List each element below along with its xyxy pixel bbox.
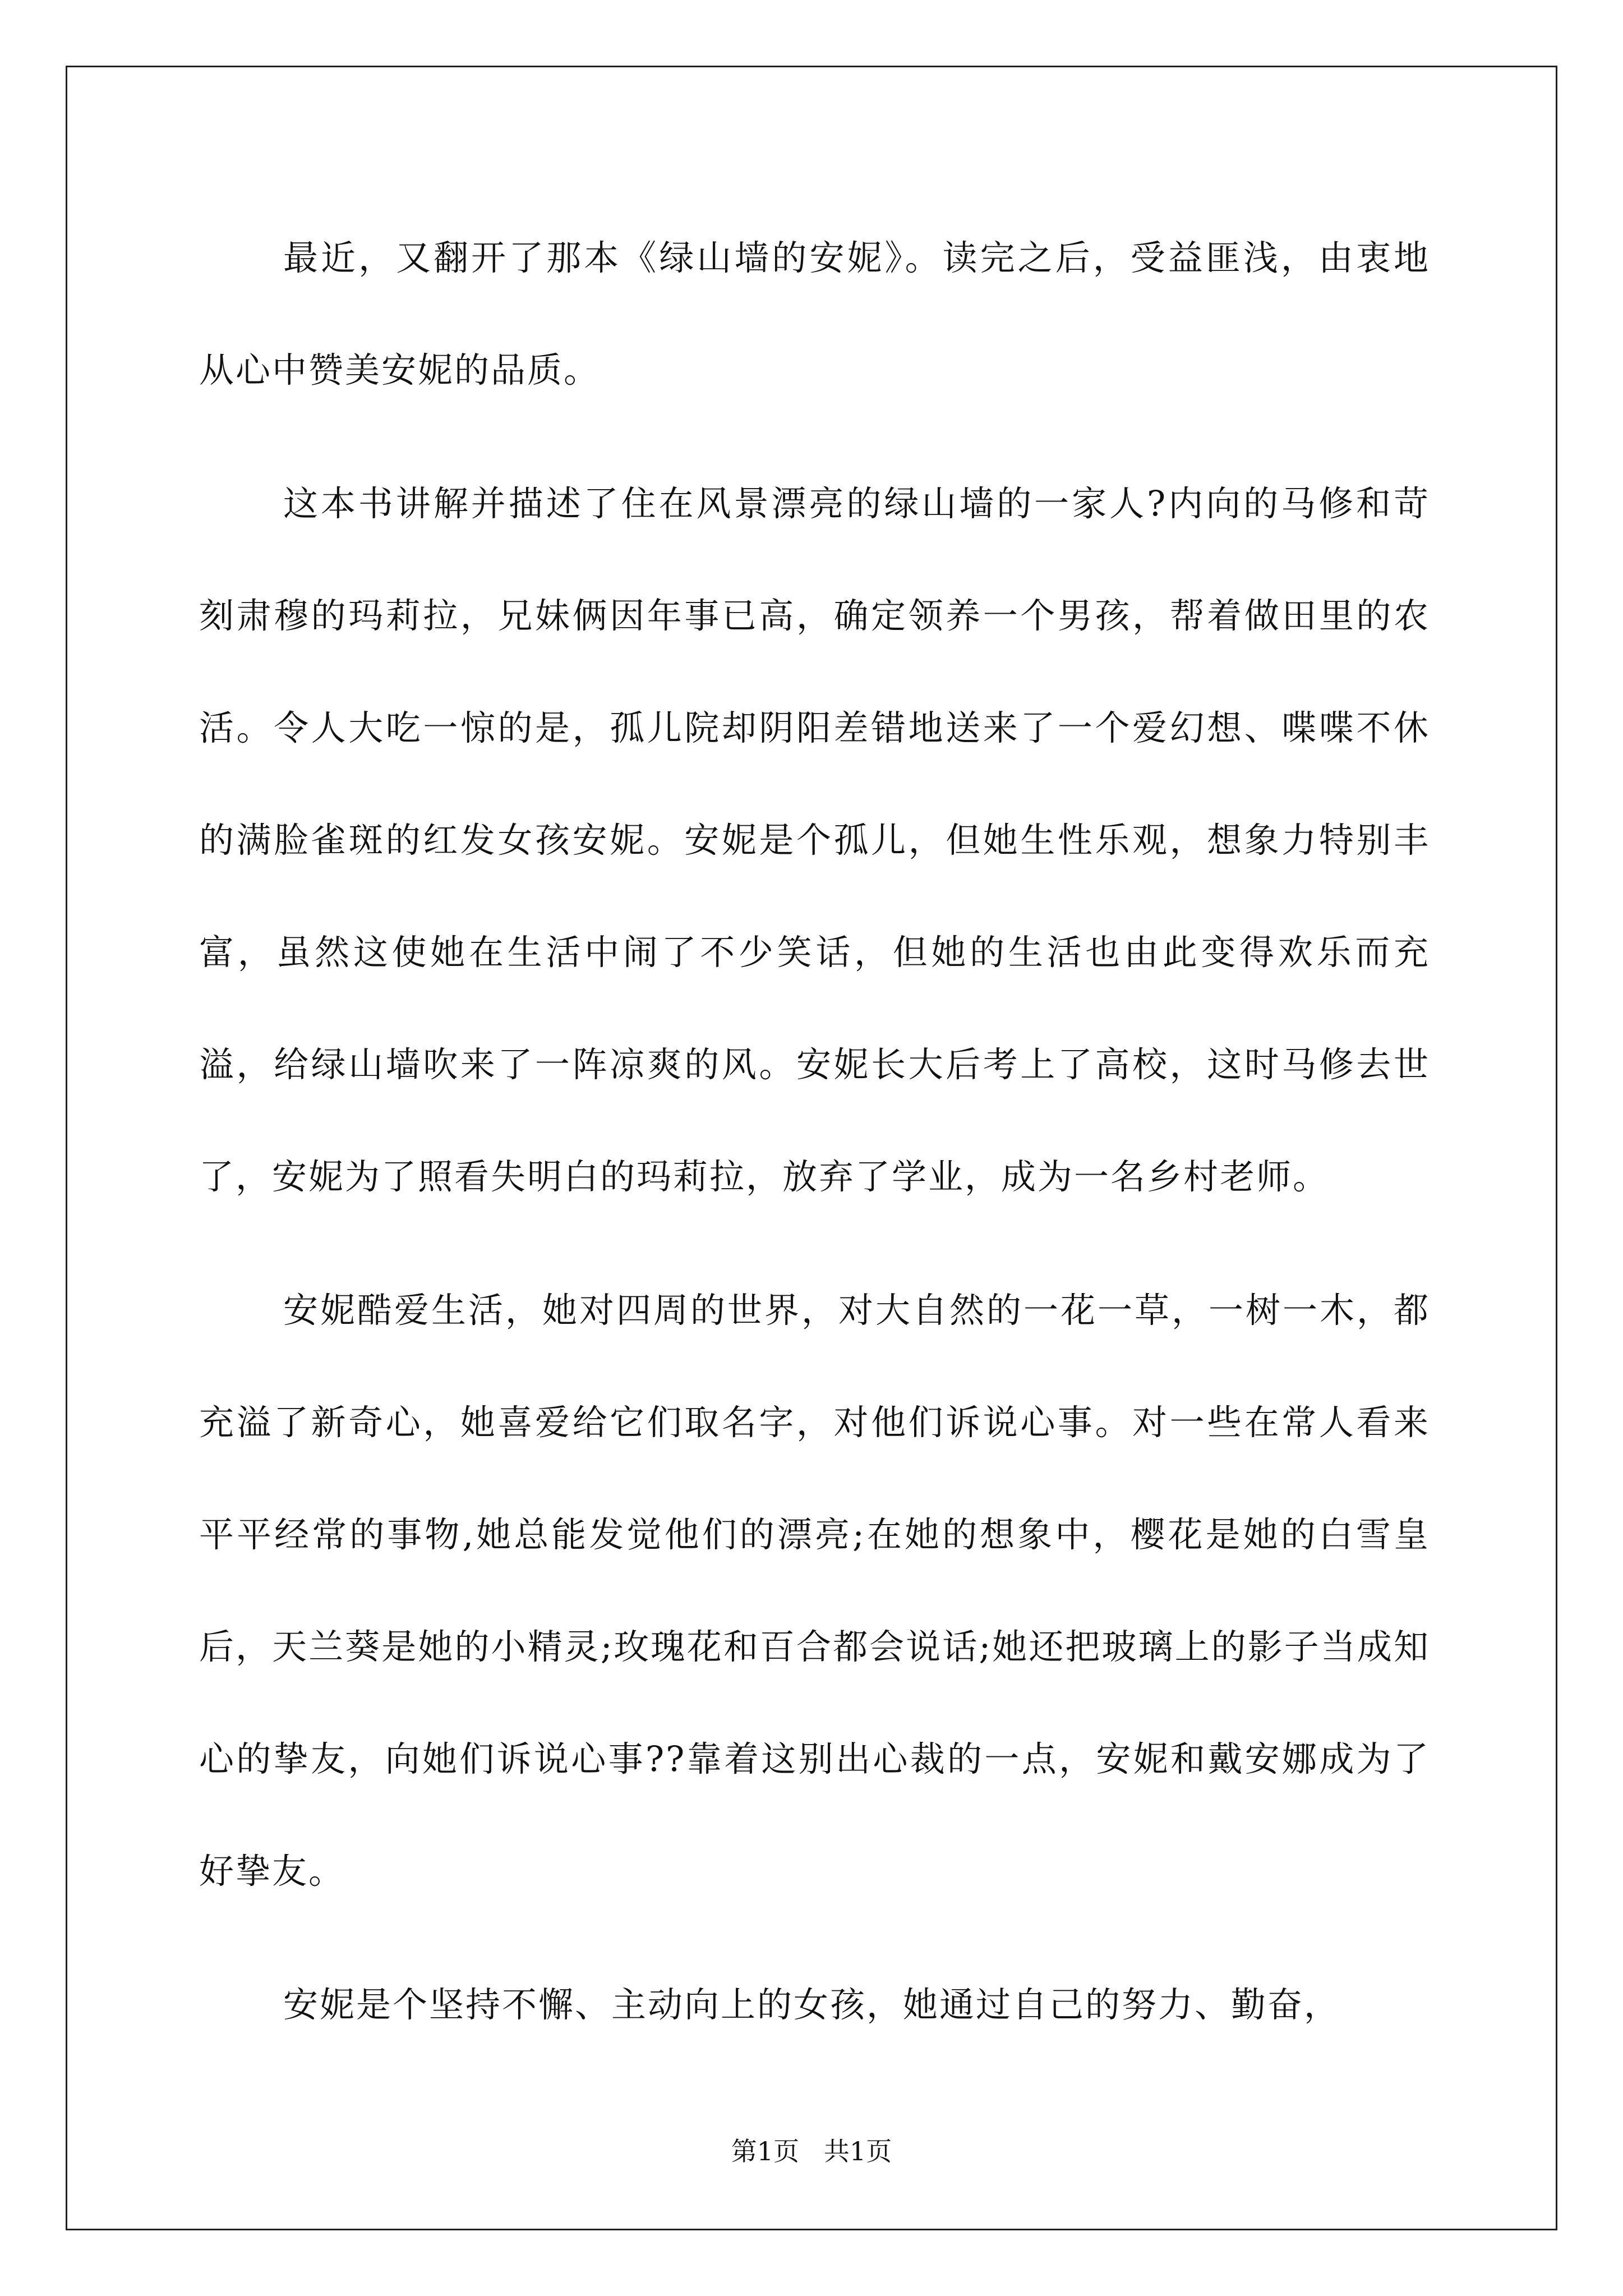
- page-number-footer: 第1页 共1页: [731, 2136, 892, 2166]
- paragraph-2: 这本书讲解并描述了住在风景漂亮的绿山墙的一家人?内向的马修和苛刻肃穆的玛莉拉，兄妹俩因年事已高，确定领养一个男孩，帮着做田里的农活。令人大吃一惊的是，孤儿院却阴阳差错地送来了一个爱幻想、喋喋不休的满脸雀斑的红发女孩安妮。安妮是个孤儿，但她生性乐观，想象力特别丰富，虽然这使她在生活中闹了不少笑话，但她的生活也由此变得欢乐而充溢，给绿山墙吹来了一阵凉爽的风。安妮长大后考上了高校，这时马修去世了，安妮为了照看失明白的玛莉拉，放弃了学业，成为一名乡村老师。: [199, 483, 1430, 1197]
- paragraph-4: 安妮是个坚持不懈、主动向上的女孩，她通过自己的努力、勤奋，: [283, 1984, 1341, 2025]
- paragraph-3: 安妮酷爱生活，她对四周的世界，对大自然的一花一草，一树一木，都充溢了新奇心，她喜爱给它们取名字，对他们诉说心事。对一些在常人看来平平经常的事物,她总能发觉他们的漂亮;在她的想象中，樱花是她的白雪皇后，天兰葵是她的小精灵;玫瑰花和百合都会说话;她还把玻璃上的影子当成知心的挚友，向她们诉说心事??靠着这别出心裁的一点，安妮和戴安娜成为了好挚友。: [199, 1290, 1430, 1892]
- paragraph-1: 最近，又翻开了那本《绿山墙的安妮》。读完之后，受益匪浅，由衷地从心中赞美安妮的品质。: [199, 237, 1430, 390]
- document-body: [199, 202, 1430, 2082]
